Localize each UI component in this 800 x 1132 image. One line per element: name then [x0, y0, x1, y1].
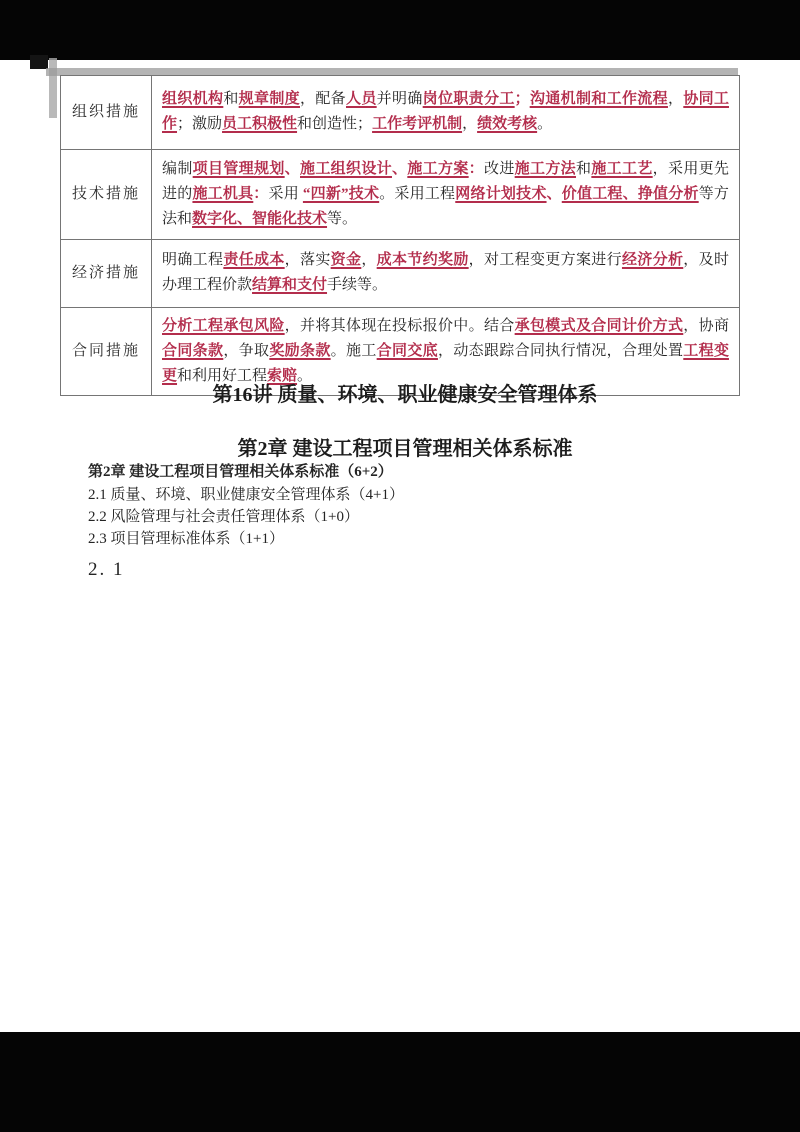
headings-block [60, 378, 750, 461]
chapter-heading: 第2章 建设工程项目管理相关体系标准 [237, 438, 573, 460]
outline-header: 第2章 建设工程项目管理相关体系标准（6+2） [88, 464, 393, 480]
table-row [61, 76, 740, 150]
row-content-economic: 明确工程责任成本，落实资金，成本节约奖励，对工程变更方案进行经济分析，及时办理工程价款结算和支付手续等。 [152, 240, 740, 308]
outline-item: 2.2 风险管理与社会责任管理体系（1+0） [88, 509, 359, 525]
table-row [61, 240, 740, 308]
outline-item: 2.3 项目管理标准体系（1+1） [88, 531, 284, 547]
bottom-black-band [0, 1032, 800, 1132]
row-label-organizational: 组织措施 [61, 76, 152, 150]
row-label-economic: 经济措施 [61, 240, 152, 308]
row-label-contract: 合同措施 [61, 308, 152, 396]
measures-table [60, 75, 740, 396]
scan-artifact-left [49, 58, 57, 118]
row-label-technical: 技术措施 [61, 150, 152, 240]
row-content-contract: 分析工程承包风险，并将其体现在投标报价中。结合承包模式及合同计价方式，协商合同条款，争取奖励条款。施工合同交底，动态跟踪合同执行情况，合理处置工程变更和利用好工程索赔。 [152, 308, 740, 396]
scan-artifact-corner [30, 55, 48, 69]
top-black-band [0, 0, 800, 60]
lecture-heading: 第16讲 质量、环境、职业健康安全管理体系 [212, 384, 598, 406]
outline-footer: 2. 1 [88, 559, 125, 580]
table-row [61, 150, 740, 240]
outline-item: 2.1 质量、环境、职业健康安全管理体系（4+1） [88, 487, 404, 503]
row-content-organizational: 组织机构和规章制度，配备人员并明确岗位职责分工；沟通机制和工作流程，协同工作；激励员工积极性和创造性；工作考评机制，绩效考核。 [152, 76, 740, 150]
chapter-outline [88, 461, 708, 581]
row-content-technical: 编制项目管理规划、施工组织设计、施工方案：改进施工方法和施工工艺，采用更先进的施工机具：采用 “四新”技术。采用工程网络计划技术、价值工程、挣值分析等方法和数字化、智能化技术等。 [152, 150, 740, 240]
